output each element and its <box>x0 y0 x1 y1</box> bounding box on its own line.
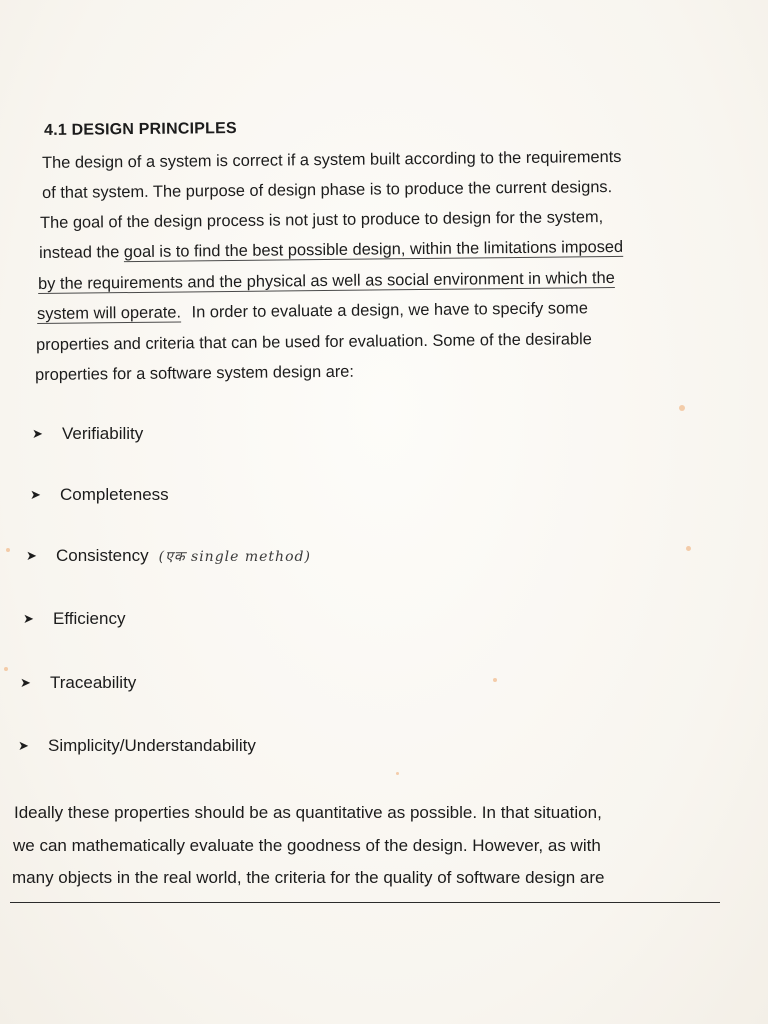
paragraph-line <box>39 238 623 263</box>
list-item <box>26 546 311 566</box>
list-item-label: Traceability <box>50 673 137 692</box>
list-item <box>23 609 125 629</box>
arrow-bullet-icon: ➤ <box>20 675 31 690</box>
paragraph-line-suffix: In order to evaluate a design, we have to specify some <box>191 299 589 322</box>
list-item <box>20 673 136 693</box>
list-item-label: Verifiability <box>62 424 144 443</box>
paragraph-line: of that system. The purpose of design phase is to produce the current designs. <box>42 178 613 202</box>
paragraph-line: The goal of the design process is not just to produce to design for the system, <box>40 208 604 232</box>
paragraph-line: The design of a system is correct if a system built according to the requirements <box>42 147 622 172</box>
paragraph-line: properties and criteria that can be used for evaluation. Some of the desirable <box>36 330 592 354</box>
paragraph-line: we can mathematically evaluate the goodness of the design. However, as with <box>13 836 601 855</box>
section-heading: 4.1 DESIGN PRINCIPLES <box>44 119 237 139</box>
list-item-label: Efficiency <box>53 609 126 628</box>
scan-speck <box>493 678 497 682</box>
arrow-bullet-icon: ➤ <box>30 487 41 502</box>
list-item-label: Consistency <box>56 546 149 565</box>
handwritten-note: (एक single method) <box>158 548 311 565</box>
paragraph-line-prefix: instead the <box>39 243 124 262</box>
scan-speck <box>396 772 399 775</box>
list-item <box>18 736 256 756</box>
paragraph-line: by the requirements and the physical as well as social environment in which the <box>38 268 615 293</box>
scan-speck <box>686 546 691 551</box>
paragraph-line: properties for a software system design are: <box>35 362 355 384</box>
horizontal-rule <box>10 902 720 903</box>
paragraph-line <box>37 299 588 324</box>
scan-speck <box>4 667 8 671</box>
underlined-phrase: system will operate. <box>37 303 182 323</box>
underlined-phrase: goal is to find the best possible design, within the limitations imposed <box>123 237 624 262</box>
paragraph-line: Ideally these properties should be as quantitative as possible. In that situation, <box>14 803 602 822</box>
paragraph-line: many objects in the real world, the criteria for the quality of software design are <box>12 868 605 887</box>
arrow-bullet-icon: ➤ <box>23 611 34 626</box>
list-item <box>30 485 169 505</box>
scan-speck <box>679 405 685 411</box>
list-item <box>32 424 143 444</box>
scan-speck <box>6 548 10 552</box>
arrow-bullet-icon: ➤ <box>18 738 29 753</box>
list-item-label: Simplicity/Understandability <box>48 736 256 755</box>
arrow-bullet-icon: ➤ <box>32 426 43 441</box>
arrow-bullet-icon: ➤ <box>26 548 37 563</box>
list-item-label: Completeness <box>60 485 169 504</box>
